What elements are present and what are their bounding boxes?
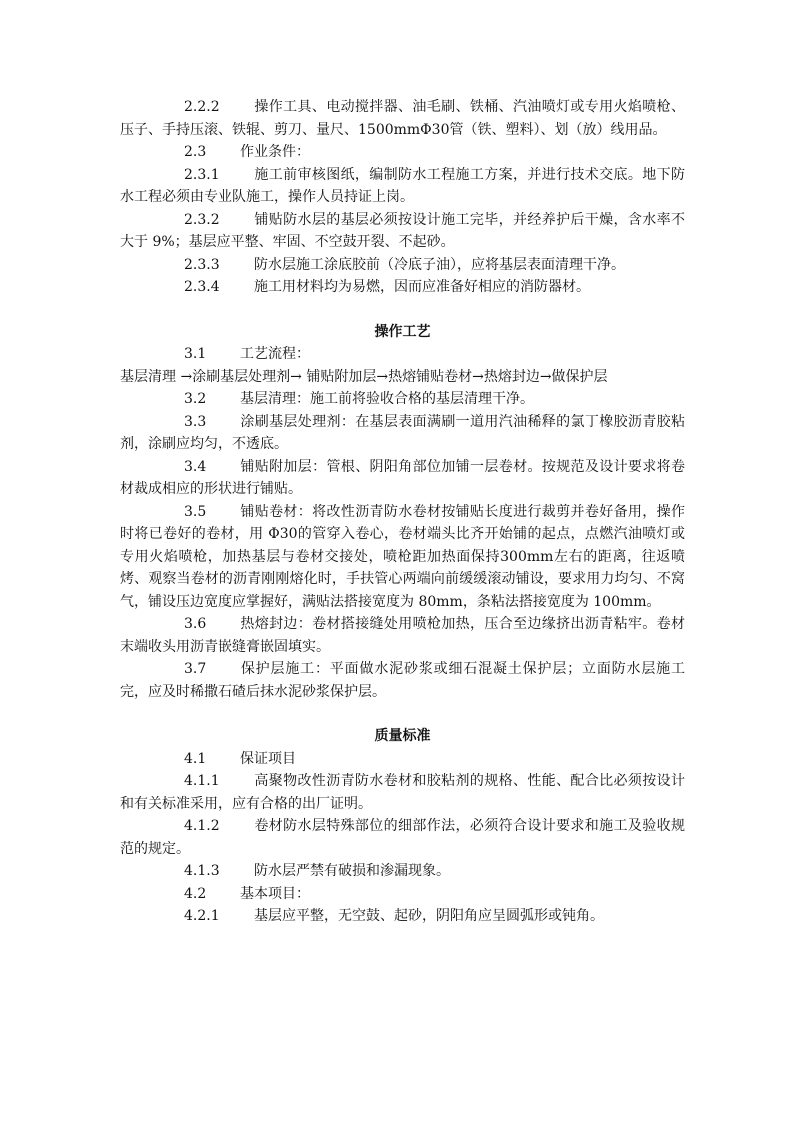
clause-number: 3.1 xyxy=(184,346,207,362)
clause-number: 3.5 xyxy=(184,503,207,520)
paragraph-3-4 xyxy=(120,456,685,501)
clause-text: 铺贴卷材：将改性沥青防水卷材按铺贴长度进行裁剪并卷好备用，操作时将已卷好的卷材，用 Φ30的管穿入卷心，卷材端头比齐开始铺的起点，点燃汽油喷灯或专用火焰喷枪，加热基层与卷材交接处，喷枪距加热面保持300mm左右的距离，往返喷烤、观察当卷材的沥青刚刚熔化时，手扶管心两端向前缓缓滚动铺设，要求用力均匀、不窝气，铺设压边宽度应掌握好，满贴法搭接宽度为 80mm，条粘法搭接宽度为 100mm。 xyxy=(120,503,685,610)
paragraph-2-3-1 xyxy=(120,164,685,209)
clause-number: 3.2 xyxy=(184,391,207,407)
clause-number: 2.3.1 xyxy=(184,166,220,183)
paragraph-4-2-1 xyxy=(120,905,685,928)
clause-number: 4.1.1 xyxy=(184,773,220,789)
clause-number: 2.2.2 xyxy=(184,99,220,115)
paragraph-4-1 xyxy=(120,748,685,771)
clause-number: 2.3.2 xyxy=(184,211,220,228)
clause-text: 防水层严禁有破损和渗漏现象。 xyxy=(254,863,450,879)
clause-text: 热熔封边：卷材搭接缝处用喷枪加热，压合至边缘挤出沥青粘牢。卷材末端收头用沥青嵌缝膏嵌固填实。 xyxy=(120,616,685,655)
clause-number: 2.3.4 xyxy=(184,279,220,295)
clause-text: 基本项目： xyxy=(240,885,310,902)
clause-text: 铺贴防水层的基层必须按设计施工完毕，并经养护后干燥，含水率不大于 9%；基层应平整、牢固、不空鼓开裂、不起砂。 xyxy=(120,211,685,250)
paragraph-3-6 xyxy=(120,613,685,658)
clause-number: 3.3 xyxy=(184,413,207,430)
paragraph-4-1-1 xyxy=(120,770,685,815)
clause-number: 4.1.2 xyxy=(184,818,220,834)
clause-text: 工艺流程： xyxy=(240,346,310,362)
clause-text: 卷材防水层特殊部位的细部作法，必须符合设计要求和施工及验收规范的规定。 xyxy=(120,818,685,857)
clause-text: 施工前审核图纸，编制防水工程施工方案，并进行技术交底。地下防水工程必须由专业队施工，操作人员持证上岗。 xyxy=(120,166,685,205)
paragraph-3-5 xyxy=(120,501,685,614)
section-gap xyxy=(120,299,685,321)
section-heading-operation: 操作工艺 xyxy=(374,323,431,340)
clause-number: 4.1 xyxy=(184,750,207,767)
paragraph-2-3 xyxy=(120,141,685,164)
clause-number: 3.7 xyxy=(184,661,207,677)
clause-text: 基层应平整，无空鼓、起砂，阴阳角应呈圆弧形或钝角。 xyxy=(254,908,604,924)
clause-text: 铺贴附加层：管根、阴阳角部位加铺一层卷材。按规范及设计要求将卷材裁成相应的形状进行铺贴。 xyxy=(120,458,685,497)
clause-number: 4.1.3 xyxy=(184,863,220,879)
clause-number: 4.2 xyxy=(184,885,207,902)
paragraph-4-1-3 xyxy=(120,860,685,883)
paragraph-2-2-2 xyxy=(120,96,685,141)
clause-text: 操作工具、电动搅拌器、油毛刷、铁桶、汽油喷灯或专用火焰喷枪、压子、手持压滚、铁辊、剪刀、量尺、1500mmΦ30管（铁、塑料）、划（放）线用品。 xyxy=(120,99,685,138)
clause-text: 高聚物改性沥青防水卷材和胶粘剂的规格、性能、配合比必须按设计和有关标准采用，应有合格的出厂证明。 xyxy=(120,773,685,812)
document-page xyxy=(120,96,685,928)
section-gap xyxy=(120,703,685,725)
paragraph-2-3-4 xyxy=(120,276,685,299)
clause-number: 4.2.1 xyxy=(184,908,220,924)
process-flow: 基层清理 →涂刷基层处理剂→ 铺贴附加层→热熔铺贴卷材→热熔封边→做保护层 xyxy=(120,368,608,385)
clause-number: 2.3 xyxy=(184,144,207,160)
clause-text: 施工用材料均为易燃，因而应准备好相应的消防器材。 xyxy=(254,279,590,295)
clause-number: 3.4 xyxy=(184,458,207,475)
clause-text: 基层清理：施工前将验收合格的基层清理干净。 xyxy=(240,391,534,407)
paragraph-4-2 xyxy=(120,883,685,906)
paragraph-3-7 xyxy=(120,658,685,703)
paragraph-3-3 xyxy=(120,411,685,456)
clause-text: 保护层施工：平面做水泥砂浆或细石混凝土保护层；立面防水层施工完，应及时稀撒石碴后抹水泥砂浆保护层。 xyxy=(120,661,685,700)
paragraph-3-2 xyxy=(120,388,685,411)
paragraph-4-1-2 xyxy=(120,815,685,860)
clause-text: 保证项目 xyxy=(240,750,296,767)
clause-text: 作业条件： xyxy=(240,144,310,160)
paragraph-2-3-3 xyxy=(120,254,685,277)
clause-number: 2.3.3 xyxy=(184,256,220,273)
paragraph-2-3-2 xyxy=(120,209,685,254)
clause-text: 防水层施工涂底胶前（冷底子油），应将基层表面清理干净。 xyxy=(254,256,625,273)
clause-number: 3.6 xyxy=(184,616,207,632)
section-heading-quality: 质量标准 xyxy=(374,728,431,744)
paragraph-3-1 xyxy=(120,343,685,366)
clause-text: 涂刷基层处理剂：在基层表面满刷一道用汽油稀释的氯丁橡胶沥青胶粘剂，涂刷应均匀，不透底。 xyxy=(120,413,685,452)
